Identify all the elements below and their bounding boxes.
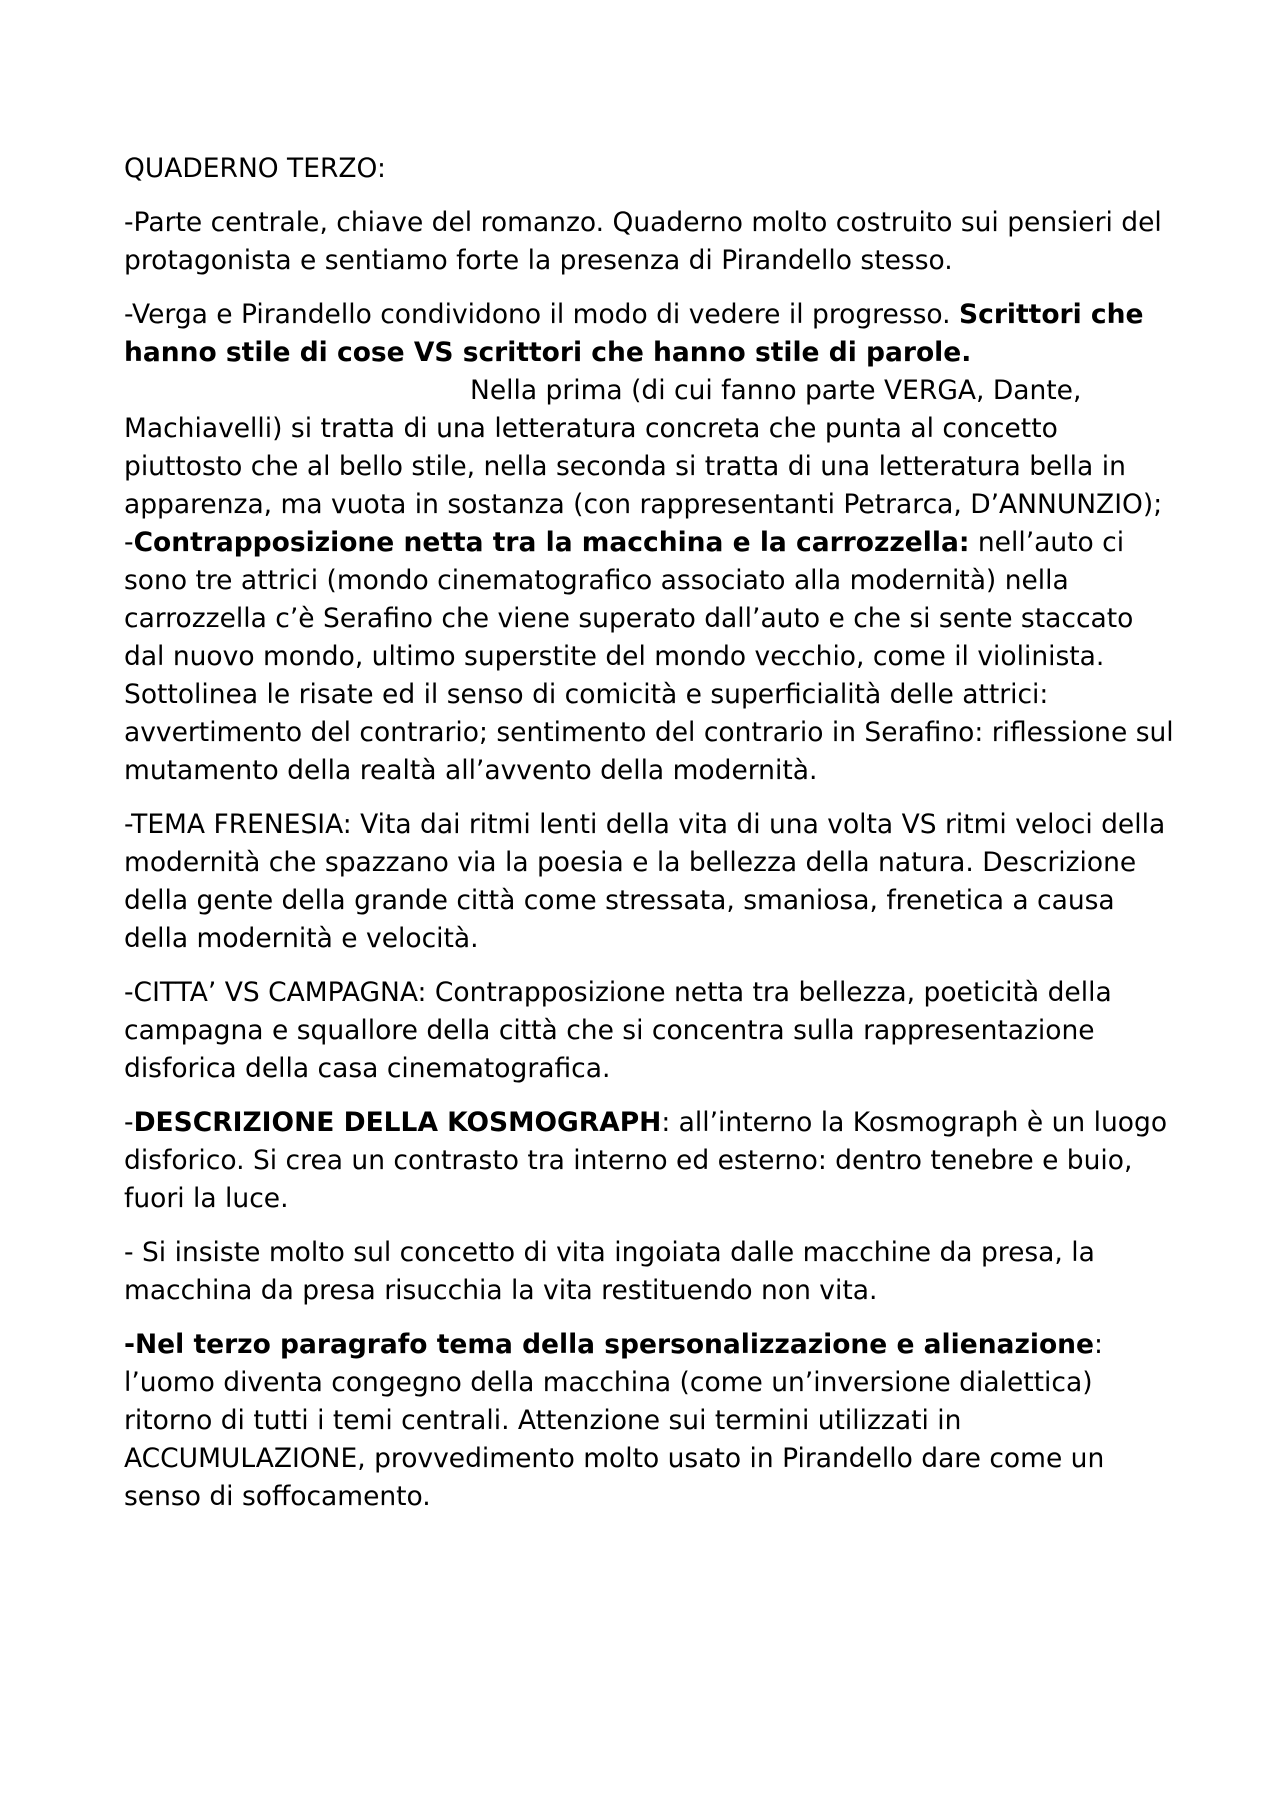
paragraph-4-text: -TEMA FRENESIA: Vita dai ritmi lenti della vita di una volta VS ritmi veloci della modernità che spazzano via la poesia e la bellezza della natura. Descrizione della gente della grande città come stressata, smaniosa, frenetica a causa della modernità e velocità. [124,809,1166,954]
document-page [124,150,1174,1532]
paragraph-7-text: - Si insiste molto sul concetto di vita ingoiata dalle macchine da presa, la macchina da presa risucchia la vita restituendo non vita. [124,1237,1095,1306]
paragraph-5-text: -CITTA’ VS CAMPAGNA: Contrapposizione netta tra bellezza, poeticità della campagna e squallore della città che si concentra sulla rappresentazione disforica della casa cinematografica. [124,977,1112,1084]
paragraph-2-plain: -Verga e Pirandello condividono il modo di vedere il progresso. [124,299,951,330]
paragraph-3-rest: nell’auto ci sono tre attrici (mondo cinematografico associato alla modernità) nella carrozzella c’è Serafino che viene superato dall’auto e che si sente staccato dal nuovo mondo, ultimo superstite del mondo vecchio, come il violinista. Sottolinea le risate ed il senso di comicità e superficialità delle attrici: avvertimento del contrario; sentimento del contrario in Serafino: riflessione sul mutamento della realtà all’avvento della modernità. [124,527,1174,786]
paragraph-1 [124,204,1174,280]
paragraph-3-bold: Contrapposizione netta tra la macchina e la carrozzella: [133,527,970,558]
paragraph-5 [124,974,1174,1088]
paragraph-2-rest: Nella prima (di cui fanno parte VERGA, Dante, Machiavelli) si tratta di una letteratura concreta che punta al concetto piuttosto che al bello stile, nella seconda si tratta di una letteratura bella in apparenza, ma vuota in sostanza (con rappresentanti Petrarca, D’ANNUNZIO); [124,375,1163,520]
paragraph-8-bold: -Nel terzo paragrafo tema della spersonalizzazione e alienazione [124,1329,1094,1360]
paragraph-6 [124,1104,1174,1218]
paragraph-6-bold: DESCRIZIONE DELLA KOSMOGRAPH [133,1107,662,1138]
paragraph-3-dash: - [124,527,134,558]
paragraph-6-dash: - [124,1107,134,1138]
paragraph-3 [124,524,1174,790]
paragraph-8-rest: : l’uomo diventa congegno della macchina (come un’inversione dialettica) ritorno di tutti i temi centrali. Attenzione sui termini utilizzati in ACCUMULAZIONE, provvedimento molto usato in Pirandello dare come un senso di soffocamento. [124,1329,1105,1512]
heading-text: QUADERNO TERZO: [124,153,386,184]
paragraph-8 [124,1326,1174,1516]
paragraph-2 [124,296,1174,524]
paragraph-6-rest: : all’interno la Kosmograph è un luogo disforico. Si crea un contrasto tra interno ed esterno: dentro tenebre e buio, fuori la luce. [124,1107,1168,1214]
paragraph-7 [124,1234,1174,1310]
paragraph-1-text: -Parte centrale, chiave del romanzo. Quaderno molto costruito sui pensieri del protagonista e sentiamo forte la presenza di Pirandello stesso. [124,207,1162,276]
paragraph-4 [124,806,1174,958]
paragraph-2-bold: Scrittori che hanno stile di cose VS scrittori che hanno stile di parole. [124,299,1144,368]
document-heading [124,150,1174,188]
